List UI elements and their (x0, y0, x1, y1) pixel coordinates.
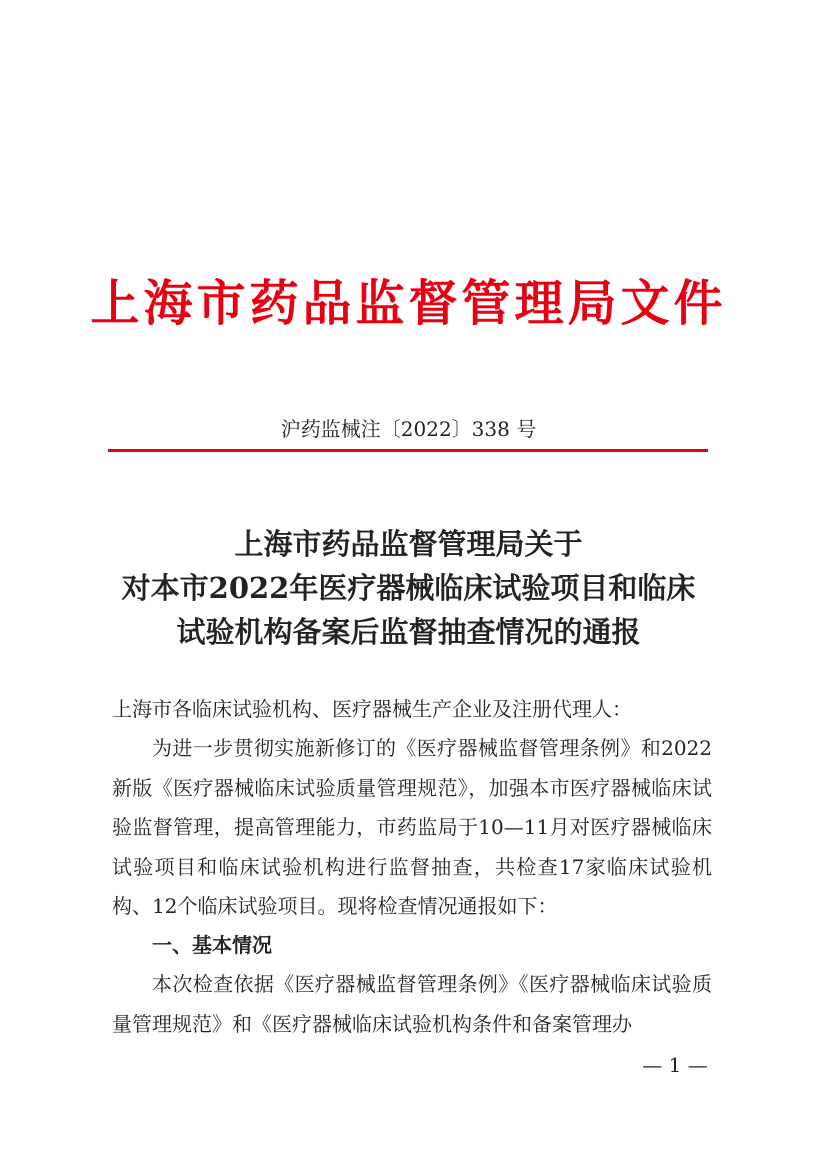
paragraph-intro: 为进一步贯彻实施新修订的《医疗器械监督管理条例》和2022新版《医疗器械临床试验质量管理规范》，加强本市医疗器械临床试验监督管理，提高管理能力，市药监局于10—11月对医疗器械临床试验项目和临床试验机构进行监督抽查，共检查17家临床试验机构、12个临床试验项目。现将检查情况通报如下： (112, 736, 712, 918)
document-number: 沪药监械注〔2022〕338 号 (280, 417, 537, 441)
page-number: — 1 — (642, 1053, 708, 1077)
document-title (0, 522, 817, 654)
paragraph-inspection-basis: 本次检查依据《医疗器械监督管理条例》《医疗器械临床试验质量管理规范》和《医疗器械临床试验机构条件和备案管理办 (112, 972, 712, 1036)
section-heading-basic-situation: 一、基本情况 (152, 933, 272, 957)
title-line-1: 上海市药品监督管理局关于 (234, 527, 583, 561)
title-line-3: 试验机构备案后监督抽查情况的通报 (176, 615, 641, 649)
header-red-divider (108, 449, 708, 452)
title-line-2: 对本市2022年医疗器械临床试验项目和临床 (121, 571, 696, 605)
addressee-line: 上海市各临床试验机构、医疗器械生产企业及注册代理人： (112, 697, 632, 721)
document-header-title: 上海市药品监督管理局文件 (90, 274, 727, 332)
